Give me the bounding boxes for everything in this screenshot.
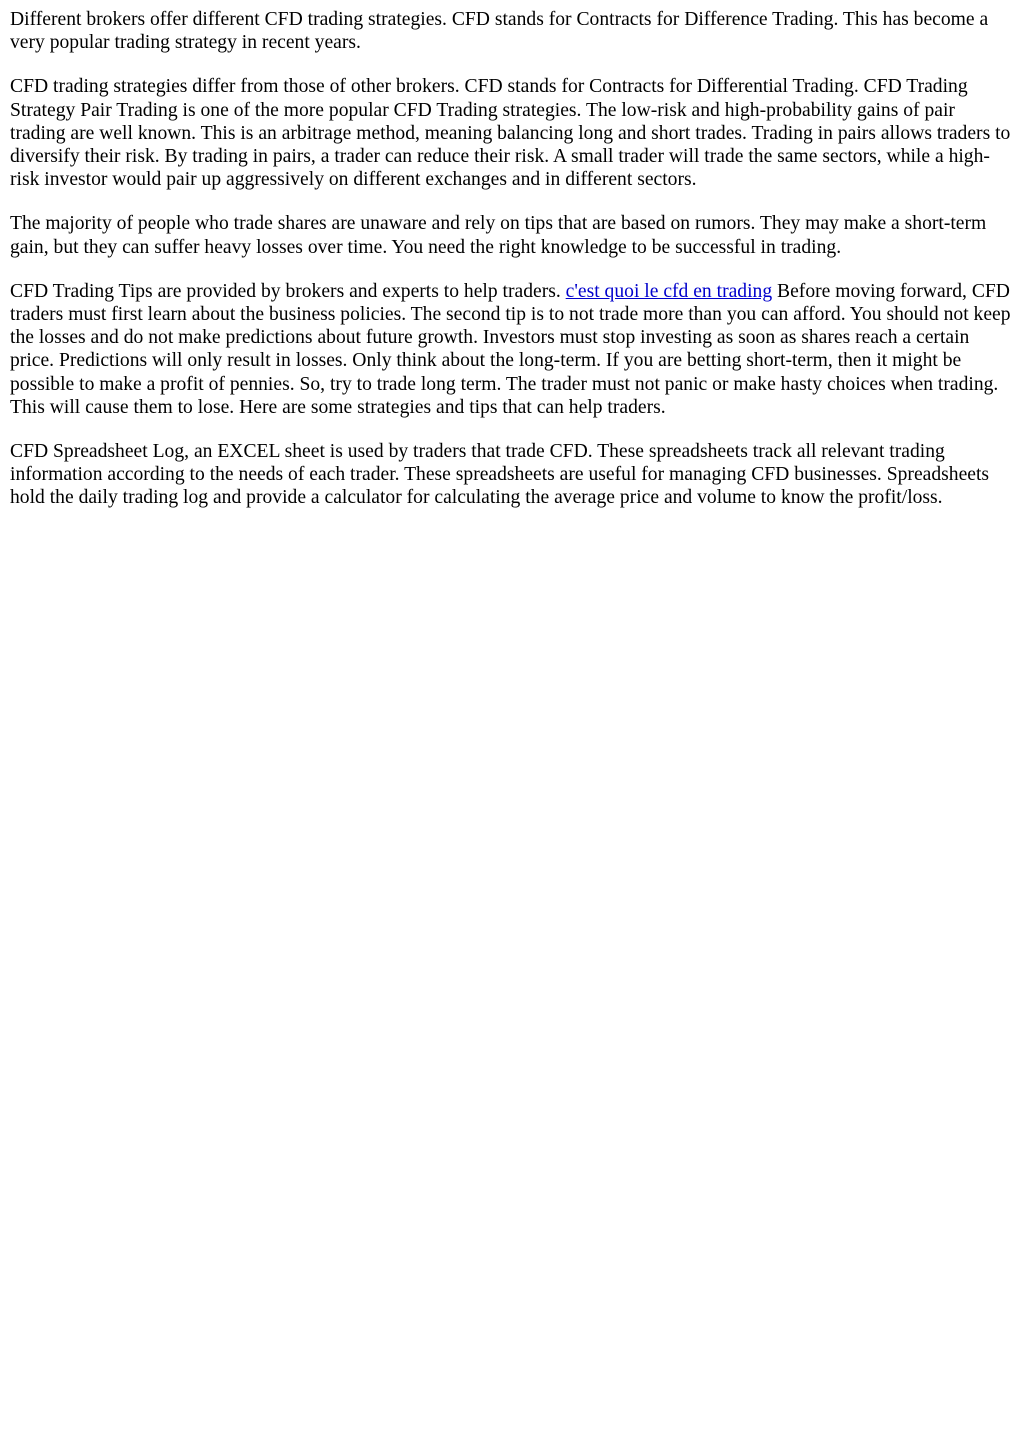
trading-tips-intro-text: CFD Trading Tips are provided by brokers and experts to help traders. <box>10 280 566 302</box>
cfd-trading-link[interactable]: c'est quoi le cfd en trading <box>565 280 773 302</box>
paragraph-trading-tips <box>10 280 1014 419</box>
paragraph-intro: Different brokers offer different CFD trading strategies. CFD stands for Contracts for Difference Trading. This has become a very popular trading strategy in recent years. <box>10 9 989 54</box>
article-body <box>10 8 1014 510</box>
paragraph-share-tips: The majority of people who trade shares are unaware and rely on tips that are based on rumors. They may make a short-term gain, but they can suffer heavy losses over time. You need the right knowledge to be successful in trading. <box>10 213 987 258</box>
trading-tips-body-text: Before moving forward, CFD traders must first learn about the business policies. The second tip is to not trade more than you can afford. You should not keep the losses and do not make predictions about future growth. Investors must stop investing as soon as shares reach a certain price. Predictions will only result in losses. Only think about the long-term. If you are betting short-term, then it might be possible to make a profit of pennies. So, try to trade long term. The trader must not panic or make hasty choices when trading. This will cause them to lose. Here are some strategies and tips that can help traders. <box>10 280 1011 418</box>
paragraph-spreadsheet-log: CFD Spreadsheet Log, an EXCEL sheet is used by traders that trade CFD. These spreadsheets track all relevant trading information according to the needs of each trader. These spreadsheets are useful for managing CFD businesses. Spreadsheets hold the daily trading log and provide a calculator for calculating the average price and volume to know the profit/loss. <box>10 441 990 509</box>
paragraph-pair-trading: CFD trading strategies differ from those of other brokers. CFD stands for Contracts for Differential Trading. CFD Trading Strategy Pair Trading is one of the more popular CFD Trading strategies. The low-risk and high-probability gains of pair trading are well known. This is an arbitrage method, meaning balancing long and short trades. Trading in pairs allows traders to diversify their risk. By trading in pairs, a trader can reduce their risk. A small trader will trade the same sectors, while a high-risk investor would pair up aggressively on different exchanges and in different sectors. <box>10 76 1011 191</box>
